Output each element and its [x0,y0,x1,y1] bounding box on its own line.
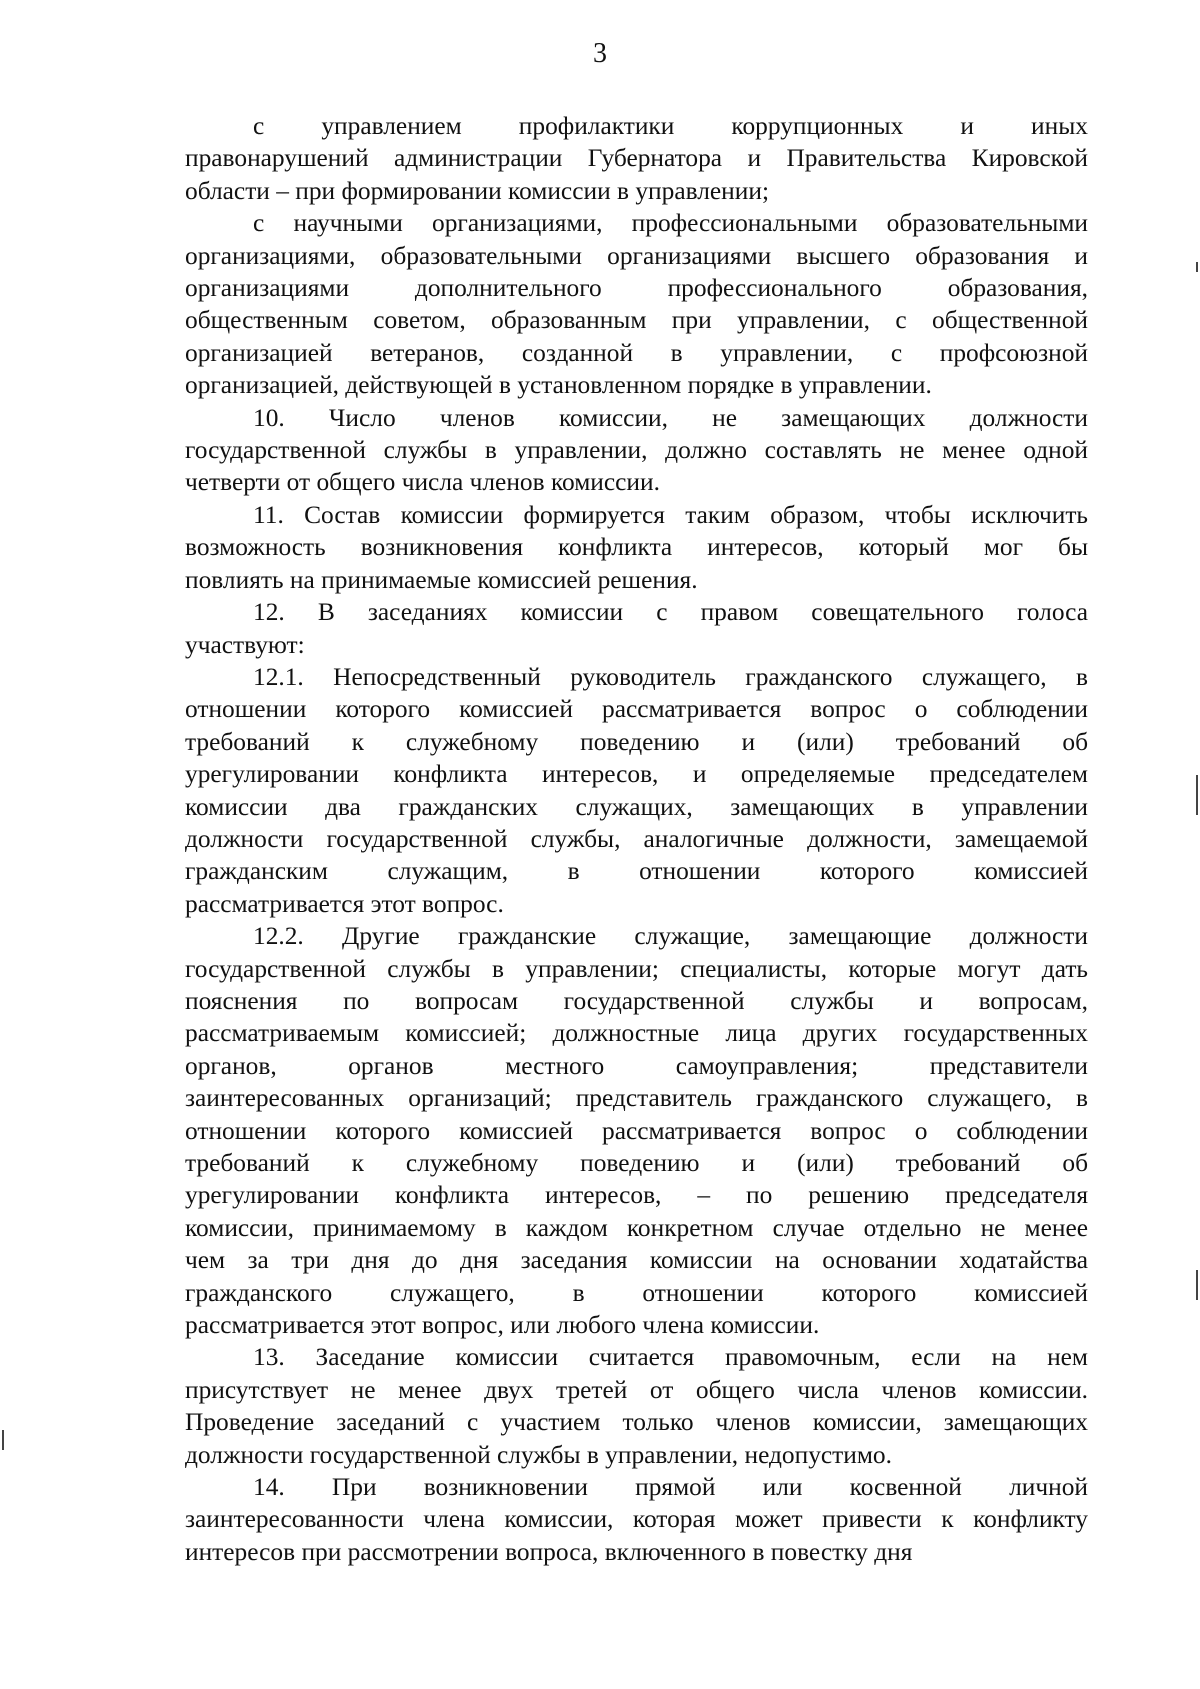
text-line: гражданским служащим, в отношении которого комиссией [185,857,1088,886]
text-line: организациями дополнительного профессионального образования, [185,274,1088,303]
text-line: урегулировании конфликта интересов, и определяемые председателем [185,760,1088,789]
text-line: с управлением профилактики коррупционных и иных [253,112,1088,140]
text-line: организацией, действующей в установленном порядке в управлении. [185,371,932,400]
text-line: организациями, образовательными организациями высшего образования и [185,241,1088,270]
paragraph-p14 [185,1471,1088,1568]
paragraph-p1 [185,110,1088,207]
text-line: комиссии, принимаемому в каждом конкретном случае отдельно не менее [185,1213,1088,1242]
text-line: требований к служебному поведению и (или) требований об [185,727,1088,756]
text-line: участвуют: [185,630,305,659]
text-line: интересов при рассмотрении вопроса, включенного в повестку дня [185,1537,913,1566]
text-line: Проведение заседаний с участием только членов комиссии, замещающих [185,1408,1088,1437]
scan-edge-mark [2,1430,4,1450]
text-line: органов, органов местного самоуправления; представители [185,1051,1088,1080]
paragraph-p12_2 [185,920,1088,1341]
text-line: 10. Число членов комиссии, не замещающих должности [253,403,1088,432]
text-line: присутствует не менее двух третей от общего числа членов комиссии. [185,1375,1088,1404]
text-line: с научными организациями, профессиональными образовательными [253,209,1088,238]
text-line: 12.2. Другие гражданские служащие, замещающие должности [253,922,1088,951]
text-line: 12. В заседаниях комиссии с правом совещательного голоса [253,598,1088,627]
paragraph-p2 [185,207,1088,401]
page-number: 3 [593,38,607,69]
text-line: урегулировании конфликта интересов, – по решению председателя [185,1181,1088,1210]
text-line: организацией ветеранов, созданной в управлении, с профсоюзной [185,338,1088,367]
text-line: государственной службы в управлении; специалисты, которые могут дать [185,954,1088,983]
text-line: 11. Состав комиссии формируется таким образом, чтобы исключить [253,500,1088,529]
paragraph-p12_1 [185,661,1088,920]
scan-edge-mark [1196,775,1198,815]
text-line: 12.1. Непосредственный руководитель гражданского служащего, в [253,662,1088,691]
paragraph-p11 [185,499,1088,596]
scan-edge-mark [1196,1270,1198,1300]
text-line: заинтересованных организаций; представитель гражданского служащего, в [185,1084,1088,1113]
text-line: должности государственной службы, аналогичные должности, замещаемой [185,824,1088,853]
text-line: области – при формировании комиссии в управлении; [185,176,769,205]
text-line: пояснения по вопросам государственной службы и вопросам, [185,986,1088,1015]
text-line: чем за три дня до дня заседания комиссии на основании ходатайства [185,1246,1088,1275]
text-line: рассматривается этот вопрос. [185,889,504,918]
text-line: требований к служебному поведению и (или) требований об [185,1149,1088,1177]
text-line: заинтересованности члена комиссии, которая может привести к конфликту [185,1505,1088,1534]
scan-edge-mark [1196,262,1198,272]
text-line: рассматриваемым комиссией; должностные лица других государственных [185,1019,1088,1048]
text-line: комиссии два гражданских служащих, замещающих в управлении [185,792,1088,821]
text-line: государственной службы в управлении, должно составлять не менее одной [185,436,1088,465]
text-line: общественным советом, образованным при управлении, с общественной [185,306,1088,335]
document-body [185,110,1088,1568]
text-line: возможность возникновения конфликта интересов, который мог бы [185,533,1088,562]
paragraph-p10 [185,402,1088,499]
text-line: четверти от общего числа членов комиссии. [185,468,660,497]
text-line: гражданского служащего, в отношении которого комиссией [185,1278,1088,1307]
text-line: 13. Заседание комиссии считается правомочным, если на нем [253,1343,1088,1372]
text-line: рассматривается этот вопрос, или любого члена комиссии. [185,1311,820,1340]
text-line: правонарушений администрации Губернатора и Правительства Кировской [185,144,1088,173]
text-line: повлиять на принимаемые комиссией решения. [185,565,698,594]
paragraph-p13 [185,1341,1088,1471]
text-line: 14. При возникновении прямой или косвенной личной [253,1473,1088,1502]
paragraph-p12 [185,596,1088,661]
text-line: отношении которого комиссией рассматривается вопрос о соблюдении [185,1116,1088,1145]
text-line: должности государственной службы в управлении, недопустимо. [185,1440,892,1469]
text-line: отношении которого комиссией рассматривается вопрос о соблюдении [185,695,1088,724]
